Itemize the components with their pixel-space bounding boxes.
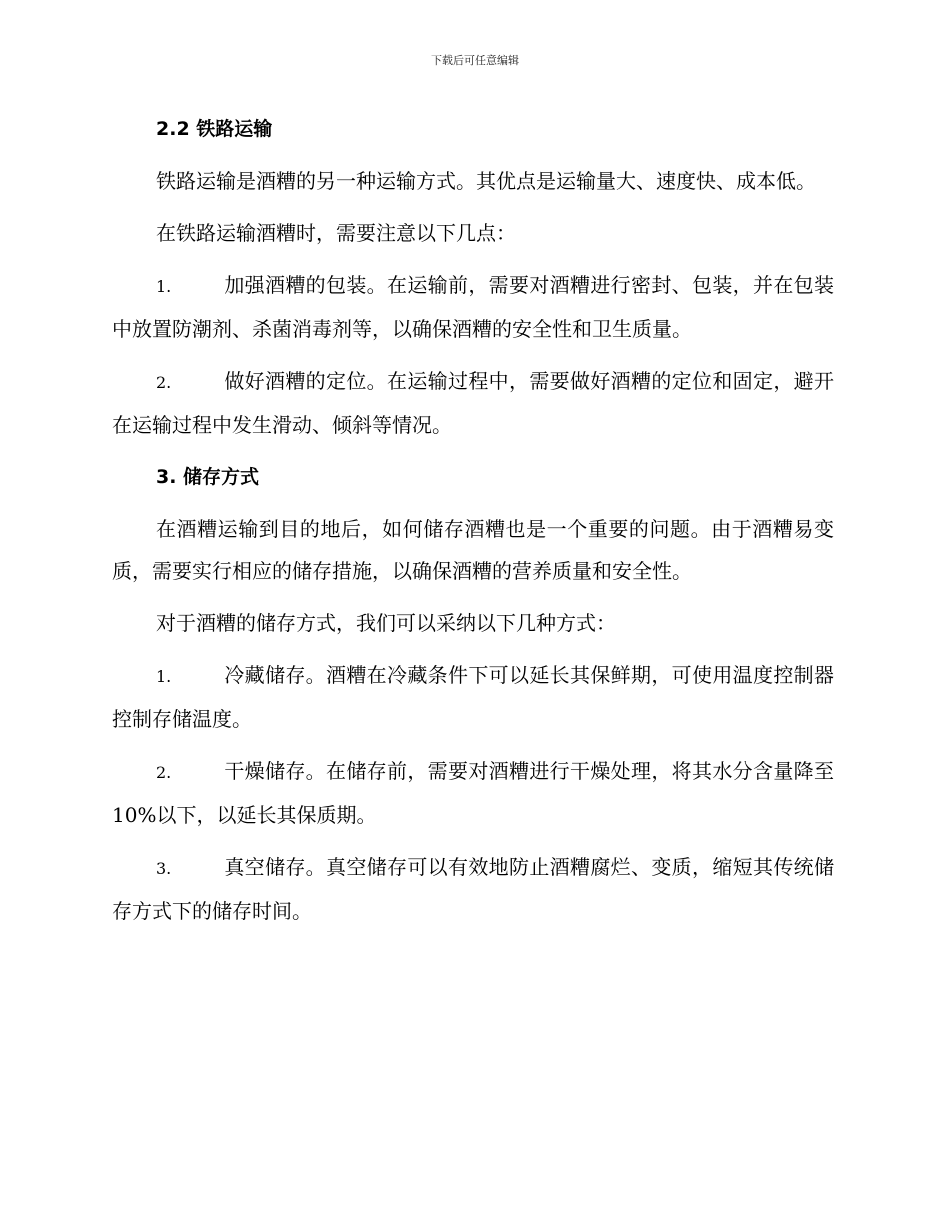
list-item-number: 2. — [156, 373, 172, 392]
section-heading-rail-transport: 2.2 铁路运输 — [156, 118, 273, 140]
list-item — [112, 750, 834, 836]
list-item — [112, 846, 834, 932]
list-item — [112, 360, 834, 446]
list-item-number: 3. — [156, 859, 172, 878]
list-item-text: 真空储存。真空储存可以有效地防止酒糟腐烂、变质，缩短其传统储存方式下的储存时间。 — [112, 855, 834, 923]
list-item-text: 加强酒糟的包装。在运输前，需要对酒糟进行密封、包装，并在包装中放置防潮剂、杀菌消毒剂等，以确保酒糟的安全性和卫生质量。 — [112, 273, 834, 341]
document-body — [112, 108, 834, 942]
list-item — [112, 264, 834, 350]
paragraph-rail-intro: 铁路运输是酒糟的另一种运输方式。其优点是运输量大、速度快、成本低。 — [156, 169, 816, 193]
list-item-number: 1. — [156, 277, 172, 296]
list-item-text: 冷藏储存。酒糟在冷藏条件下可以延长其保鲜期，可使用温度控制器控制存储温度。 — [112, 663, 834, 731]
paragraph-rail-lead: 在铁路运输酒糟时，需要注意以下几点： — [156, 221, 516, 245]
list-item-number: 2. — [156, 763, 172, 782]
list-item-number: 1. — [156, 667, 172, 686]
page-header-note: 下载后可任意编辑 — [431, 54, 519, 67]
paragraph-storage-intro: 在酒糟运输到目的地后，如何储存酒糟也是一个重要的问题。由于酒糟易变质，需要实行相应的储存措施，以确保酒糟的营养质量和安全性。 — [112, 517, 834, 583]
paragraph-storage-lead: 对于酒糟的储存方式，我们可以采纳以下几种方式： — [156, 611, 616, 635]
list-item-text: 做好酒糟的定位。在运输过程中，需要做好酒糟的定位和固定，避开在运输过程中发生滑动、倾斜等情况。 — [112, 369, 834, 437]
list-item-text: 干燥储存。在储存前，需要对酒糟进行干燥处理，将其水分含量降至10%以下，以延长其保质期。 — [112, 759, 834, 827]
list-item — [112, 654, 834, 740]
section-heading-storage: 3. 储存方式 — [156, 466, 260, 488]
